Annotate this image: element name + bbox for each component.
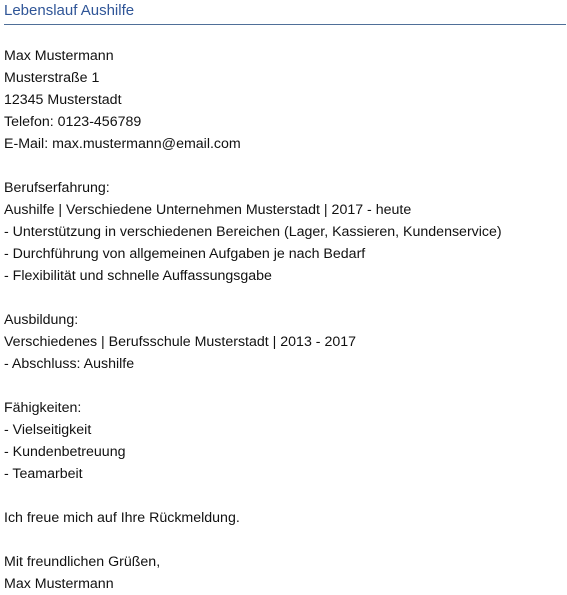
- spacer: [4, 485, 567, 507]
- experience-heading: Berufserfahrung:: [4, 180, 110, 196]
- education-heading: Ausbildung:: [4, 312, 79, 328]
- skill-item: - Kundenbetreuung: [4, 444, 126, 460]
- document-title: Lebenslauf Aushilfe: [4, 2, 135, 19]
- skills-section: [4, 397, 567, 485]
- skills-heading: Fähigkeiten:: [4, 400, 82, 416]
- contact-name: Max Mustermann: [4, 48, 114, 64]
- experience-section: [4, 177, 567, 287]
- contact-city: 12345 Musterstadt: [4, 92, 122, 108]
- skill-item: - Teamarbeit: [4, 466, 83, 482]
- contact-block: [4, 45, 567, 155]
- education-item: - Abschluss: Aushilfe: [4, 356, 135, 372]
- contact-phone: Telefon: 0123-456789: [4, 114, 142, 130]
- education-entry: Verschiedenes | Berufsschule Musterstadt | 2013 - 2017: [4, 334, 357, 350]
- spacer: [4, 375, 567, 397]
- closing-signature: Max Mustermann: [4, 576, 114, 592]
- spacer: [4, 287, 567, 309]
- experience-position: Aushilfe | Verschiedene Unternehmen Musterstadt | 2017 - heute: [4, 202, 412, 218]
- closing-greeting: Mit freundlichen Grüßen,: [4, 554, 161, 570]
- title-divider: [4, 24, 566, 25]
- resume-body: [4, 45, 567, 595]
- contact-street: Musterstraße 1: [4, 70, 100, 86]
- closing-section: [4, 507, 567, 595]
- spacer: [4, 155, 567, 177]
- experience-item: - Durchführung von allgemeinen Aufgaben je nach Bedarf: [4, 246, 366, 262]
- skill-item: - Vielseitigkeit: [4, 422, 92, 438]
- contact-email: E-Mail: max.mustermann@email.com: [4, 136, 241, 152]
- experience-item: - Flexibilität und schnelle Auffassungsgabe: [4, 268, 272, 284]
- closing-note: Ich freue mich auf Ihre Rückmeldung.: [4, 510, 240, 526]
- experience-item: - Unterstützung in verschiedenen Bereichen (Lager, Kassieren, Kundenservice): [4, 224, 502, 240]
- spacer: [4, 529, 567, 551]
- education-section: [4, 309, 567, 375]
